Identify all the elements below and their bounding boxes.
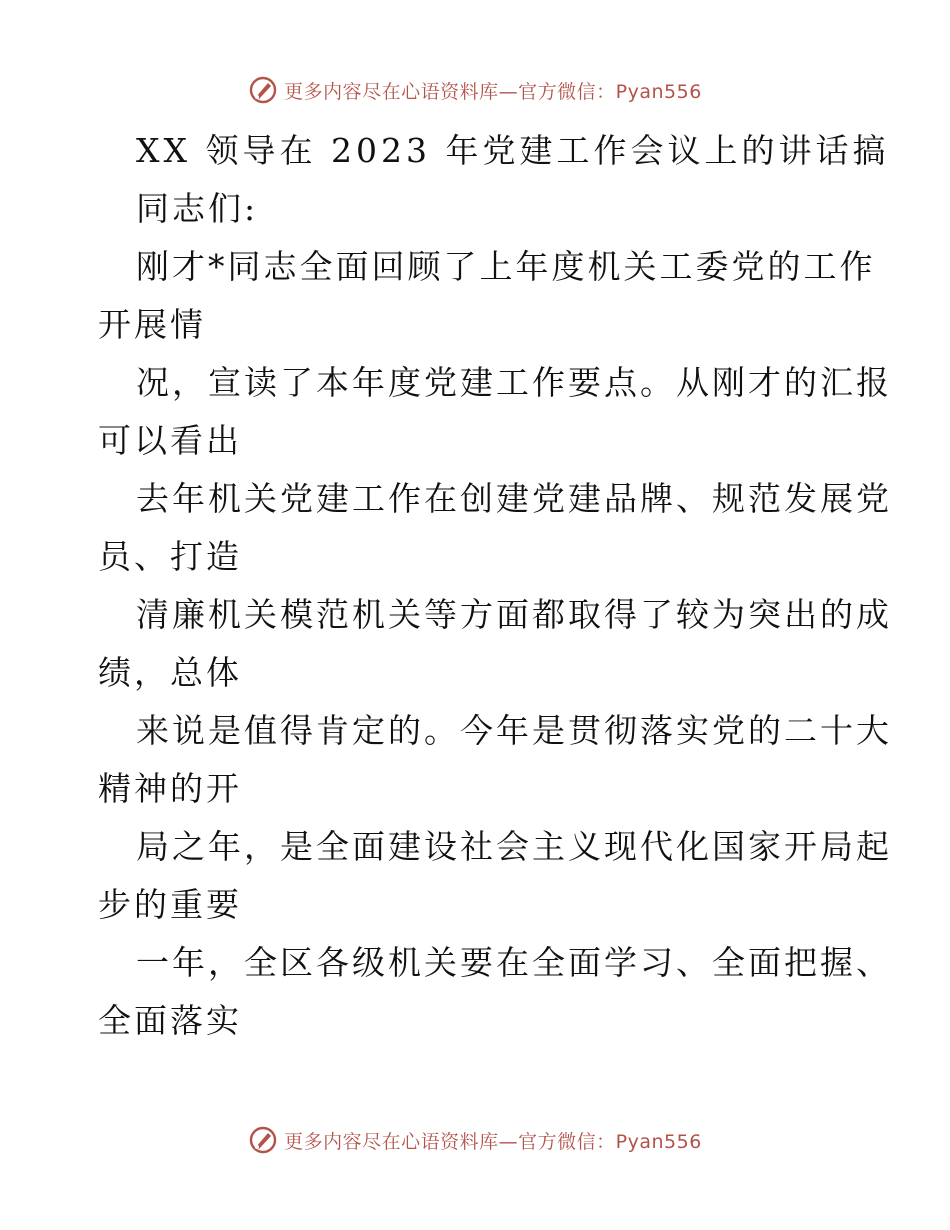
document-body — [98, 122, 892, 1050]
text-line: 局之年，是全面建设社会主义现代化国家开局起 — [136, 827, 892, 866]
footer-watermark — [0, 1120, 950, 1160]
text-line: 开展情 — [98, 305, 206, 344]
text-line: 员、打造 — [98, 537, 242, 576]
watermark-text: 更多内容尽在心语资料库—官方微信：Pyan556 — [284, 80, 702, 103]
watermark-text: 更多内容尽在心语资料库—官方微信：Pyan556 — [284, 1130, 702, 1153]
text-line: 去年机关党建工作在创建党建品牌、规范发展党 — [136, 479, 892, 518]
header-watermark — [0, 70, 950, 110]
document-title: XX 领导在 2023 年党建工作会议上的讲话搞 — [136, 131, 890, 170]
text-line: 同志们: — [136, 189, 259, 228]
text-line: 况，宣读了本年度党建工作要点。从刚才的汇报 — [136, 363, 892, 402]
pen-logo-icon — [248, 1125, 278, 1155]
text-line: 步的重要 — [98, 885, 242, 924]
text-line: 全面落实 — [98, 1001, 242, 1040]
text-line: 一年，全区各级机关要在全面学习、全面把握、 — [136, 943, 892, 982]
text-line: 绩，总体 — [98, 653, 242, 692]
text-line: 刚才*同志全面回顾了上年度机关工委党的工作 — [136, 247, 876, 286]
text-line: 精神的开 — [98, 769, 242, 808]
paragraph-lines — [98, 180, 892, 1050]
text-line: 可以看出 — [98, 421, 242, 460]
pen-logo-icon — [248, 75, 278, 105]
text-line: 清廉机关模范机关等方面都取得了较为突出的成 — [136, 595, 892, 634]
text-line: 来说是值得肯定的。今年是贯彻落实党的二十大 — [136, 711, 892, 750]
